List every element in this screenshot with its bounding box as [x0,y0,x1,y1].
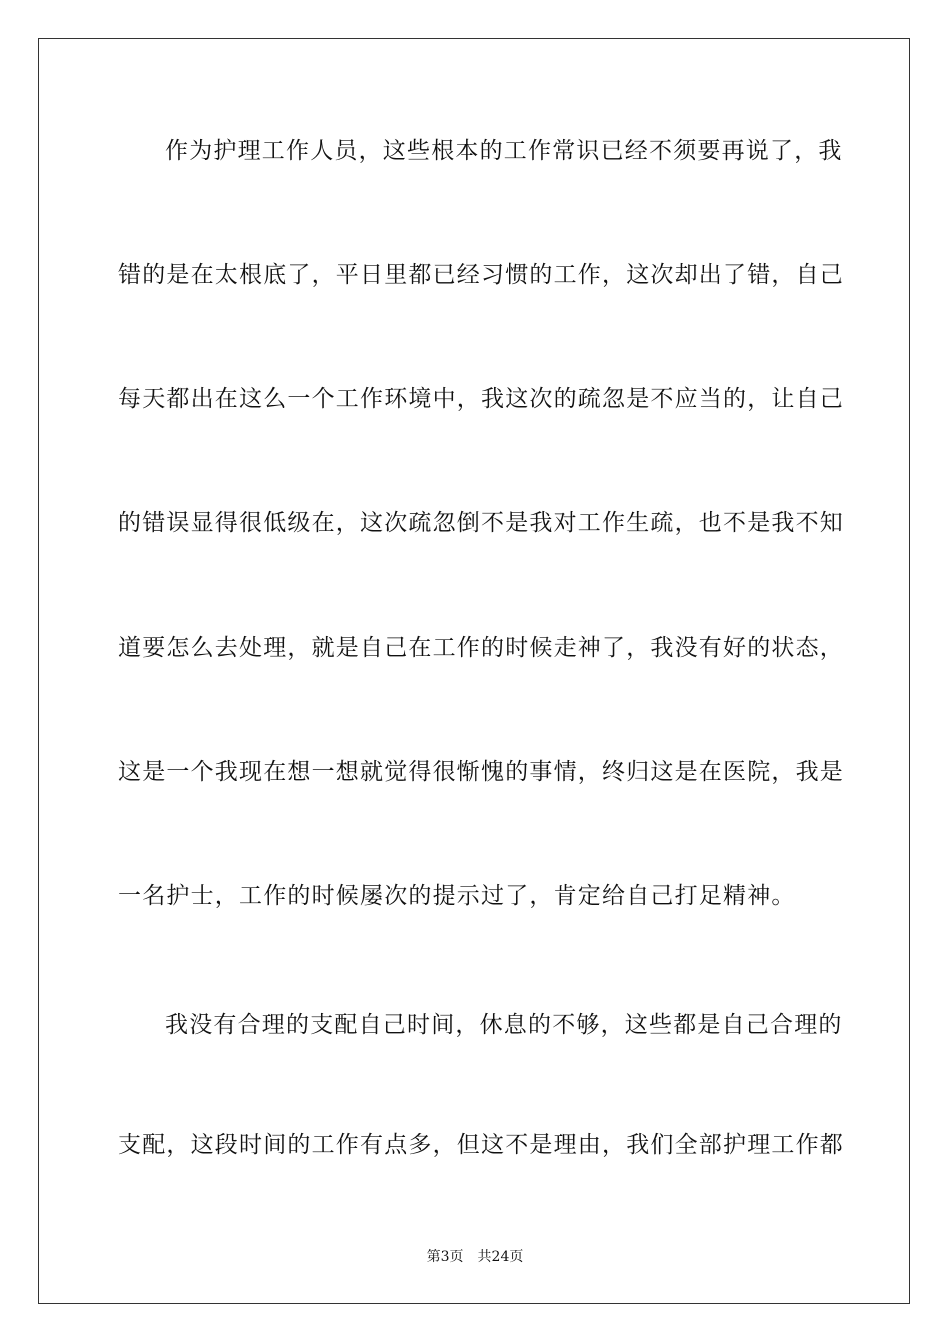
total-pages: 共24页 [477,1249,524,1265]
page-border [38,38,910,1304]
paragraph-2-line-1: 我没有合理的支配自己时间，休息的不够，这些都是自己合理的 [165,1012,843,1038]
page-number: 第3页 [426,1249,464,1265]
paragraph-1-line-6: 这是一个我现在想一想就觉得很惭愧的事情，终归这是在医院，我是 [118,759,844,785]
page-footer [0,1248,950,1266]
paragraph-1-line-5: 道要怎么去处理，就是自己在工作的时候走神了，我没有好的状态， [118,635,844,661]
paragraph-1-line-4: 的错误显得很低级在，这次疏忽倒不是我对工作生疏，也不是我不知 [118,510,844,536]
paragraph-1-line-1: 作为护理工作人员，这些根本的工作常识已经不须要再说了，我 [165,138,843,164]
paragraph-1-line-2: 错的是在太根底了，平日里都已经习惯的工作，这次却出了错，自己 [118,262,844,288]
paragraph-1-line-3: 每天都出在这么一个工作环境中，我这次的疏忽是不应当的，让自己 [118,386,844,412]
paragraph-2-line-2: 支配，这段时间的工作有点多，但这不是理由，我们全部护理工作都 [118,1132,844,1158]
paragraph-1-line-7: 一名护士，工作的时候屡次的提示过了，肯定给自己打足精神。 [118,883,796,909]
